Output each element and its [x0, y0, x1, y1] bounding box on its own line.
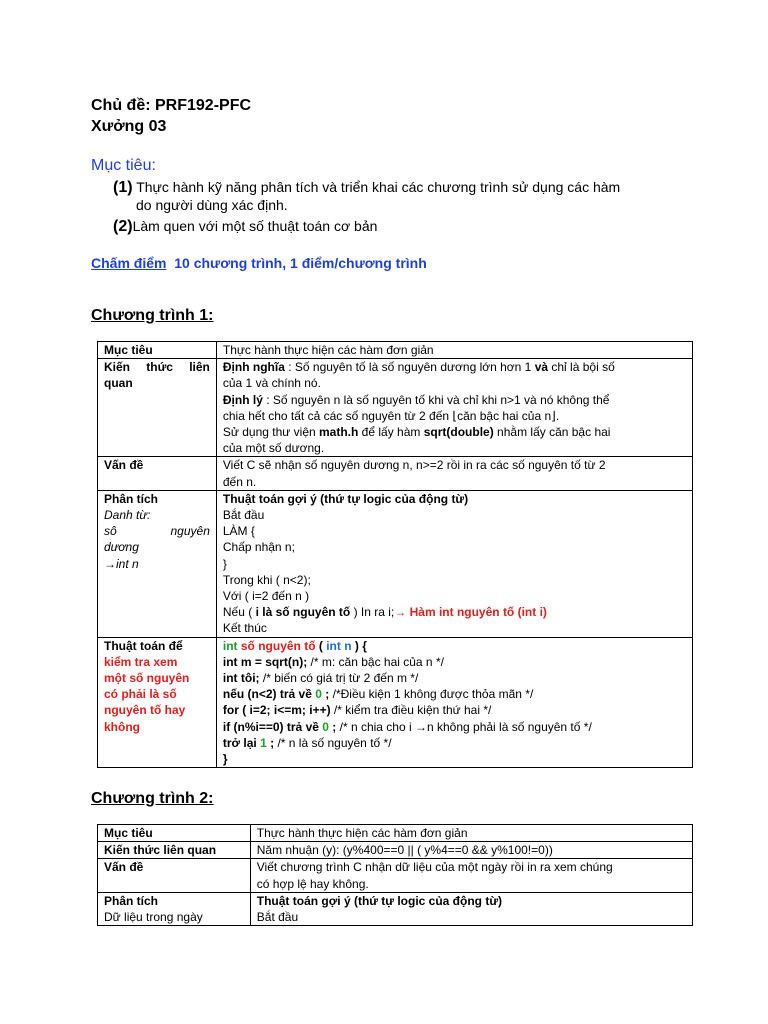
objective-1-cont: do người dùng xác định.	[136, 197, 288, 213]
row-value: Thực hành thực hiện các hàm đơn giản	[216, 342, 692, 359]
text: : Số nguyên tố là số nguyên dương lớn hơn 1	[284, 360, 535, 375]
label-line: kiểm tra xem	[104, 654, 178, 669]
objective-1	[113, 178, 620, 197]
text-line: LÀM {	[222, 524, 255, 539]
table-row	[98, 825, 693, 842]
text: chỉ là bội số	[548, 360, 615, 375]
text: /*Điều kiện 1 không được thỏa mãn */	[329, 687, 534, 702]
row-label: Mục tiêu	[98, 825, 251, 842]
objective-text: Thực hành kỹ năng phân tích và triển khai các chương trình sử dụng các hàm	[136, 179, 621, 195]
text-line: Chấp nhận n;	[222, 540, 295, 555]
row-label	[98, 359, 217, 457]
text: /* n là số nguyên tố */	[274, 735, 392, 750]
objective-2	[113, 217, 377, 236]
label-line: quan	[104, 376, 133, 391]
text: int n	[326, 638, 352, 653]
theorem-label: Định lý	[222, 392, 263, 407]
table-row	[98, 490, 693, 637]
label-line: nguyên tố hay	[104, 703, 186, 718]
program-1-table	[97, 341, 693, 768]
text: số nguyên tố	[237, 638, 316, 653]
text: Nếu (	[222, 605, 256, 620]
text: và	[534, 360, 549, 375]
text-line: Bắt đầu	[222, 508, 265, 523]
theorem-line: chia hết cho tất cả các số nguyên từ 2 đến ⌊căn bậc hai của n⌋.	[222, 408, 560, 423]
label-line: một số nguyên	[104, 671, 190, 686]
text: nguyên	[170, 524, 210, 539]
table-row	[98, 637, 693, 768]
text: math.h	[319, 425, 359, 440]
text-line	[223, 604, 686, 620]
program-2-table	[97, 824, 693, 926]
objective-number: (1)	[113, 179, 133, 196]
text-line: Kết thúc	[222, 621, 267, 636]
row-value	[216, 359, 692, 457]
text: trở lại	[222, 735, 261, 750]
text: 0	[322, 719, 329, 734]
row-label: Mục tiêu	[98, 342, 217, 359]
objective-number: (2)	[113, 218, 133, 235]
row-label: Kiến thức liên quan	[98, 842, 251, 859]
code-line	[223, 686, 686, 702]
text: ;	[328, 719, 337, 734]
label-line: Kiến thức liên	[104, 360, 210, 375]
label-line: Danh từ:	[104, 508, 151, 523]
text-line: Trong khi ( n<2);	[222, 572, 311, 587]
text: : Số nguyên n là số nguyên tố khi và chỉ khi n>1 và nó không thể	[262, 392, 610, 407]
label-line: →int n	[104, 556, 139, 571]
text-line: có hợp lệ hay không.	[256, 876, 369, 891]
label-line: Phân tích	[104, 491, 159, 506]
row-value	[250, 892, 692, 925]
text: sqrt(double)	[423, 425, 494, 440]
text-line: đến n.	[222, 474, 257, 489]
definition-label: Định nghĩa	[222, 360, 285, 375]
text: for ( i=2; i<=m; i++)	[222, 703, 331, 718]
text: int m = sqrt(n);	[222, 654, 308, 669]
definition-line	[223, 359, 686, 375]
text-line: Viết chương trình C nhận dữ liệu của một ngày rồi in ra xem chúng	[256, 860, 613, 875]
text: (	[315, 638, 327, 653]
text-line: }	[222, 556, 227, 571]
row-value	[250, 859, 692, 892]
text: ;	[321, 687, 330, 702]
library-line	[223, 424, 686, 440]
program-2-title: Chương trình 2:	[91, 790, 214, 807]
text: ) {	[351, 638, 367, 653]
text: int tôi;	[222, 671, 260, 686]
theorem-line	[223, 392, 686, 408]
label-line: Phân tích	[104, 893, 159, 908]
code-line	[223, 719, 686, 735]
objectives-title: Mục tiêu:	[91, 157, 156, 174]
code-line	[223, 654, 686, 670]
text: Sử dụng thư viện	[222, 425, 319, 440]
row-value: Thực hành thực hiện các hàm đơn giản	[250, 825, 692, 842]
program-1-title: Chương trình 1:	[91, 307, 214, 324]
table-row	[98, 842, 693, 859]
text: → Hàm int nguyên tố (int i)	[394, 605, 547, 620]
text-line: Với ( i=2 đến n )	[222, 589, 310, 604]
code-line	[223, 735, 686, 751]
label-line: Dữ liệu trong ngày	[104, 910, 203, 925]
grading-line	[91, 254, 427, 272]
definition-line: của 1 và chính nó.	[222, 376, 321, 391]
text: ;	[266, 735, 275, 750]
label-line: Thuật toán để	[104, 638, 183, 653]
table-row	[98, 359, 693, 457]
label-line	[104, 523, 210, 539]
row-value: Năm nhuận (y): (y%400==0 || ( y%4==0 && y%100!=0))	[250, 842, 692, 859]
table-row	[98, 457, 693, 490]
text: /* kiểm tra điều kiện thứ hai */	[330, 703, 492, 718]
table-row	[98, 859, 693, 892]
text: để lấy hàm	[358, 425, 424, 440]
label-line: dương	[104, 540, 139, 555]
row-label: Vấn đề	[98, 457, 217, 490]
code-line	[223, 702, 686, 718]
text-line: Thuật toán gợi ý (thứ tự logic của động từ)	[222, 491, 469, 506]
text: /* biến có giá trị từ 2 đến m */	[259, 671, 419, 686]
workshop-heading: Xưởng 03	[91, 118, 167, 135]
table-row	[98, 342, 693, 359]
text: int	[222, 638, 238, 653]
label-line: có phải là số	[104, 687, 177, 702]
row-label	[98, 637, 217, 768]
text: ) In ra i;	[350, 605, 395, 620]
objective-text: Làm quen với một số thuật toán cơ bản	[132, 218, 378, 234]
row-label: Vấn đề	[98, 859, 251, 892]
text-line: Bắt đầu	[256, 910, 299, 925]
text: i là số nguyên tố	[255, 605, 351, 620]
topic-heading: Chủ đề: PRF192-PFC	[91, 97, 252, 114]
text: /* n chia cho i →n không phải là số nguyên tố */	[336, 719, 592, 734]
text: nhằm lấy căn bậc hai	[493, 425, 611, 440]
code-line	[223, 638, 686, 654]
text: if (n%i==0) trả về	[222, 719, 323, 734]
text: sô	[104, 524, 117, 539]
text: 0	[315, 687, 322, 702]
text-line: Thuật toán gợi ý (thứ tự logic của động từ)	[256, 893, 503, 908]
library-line: của một số dương.	[222, 441, 325, 456]
table-row	[98, 892, 693, 925]
code-line	[223, 670, 686, 686]
row-value	[216, 490, 692, 637]
row-label	[98, 892, 251, 925]
text: nếu (n<2) trả về	[222, 687, 316, 702]
text: /* m: căn bậc hai của n */	[307, 654, 444, 669]
code-block	[216, 637, 692, 768]
text-line: Viết C sẽ nhận số nguyên dương n, n>=2 rồi in ra các số nguyên tố từ 2	[222, 458, 606, 473]
row-value	[216, 457, 692, 490]
grading-label: Chấm điểm	[91, 255, 167, 271]
grading-value: 10 chương trình, 1 điểm/chương trình	[174, 255, 427, 271]
text: 1	[260, 735, 267, 750]
label-line: không	[104, 719, 140, 734]
code-line: }	[222, 752, 228, 767]
row-label	[98, 490, 217, 637]
